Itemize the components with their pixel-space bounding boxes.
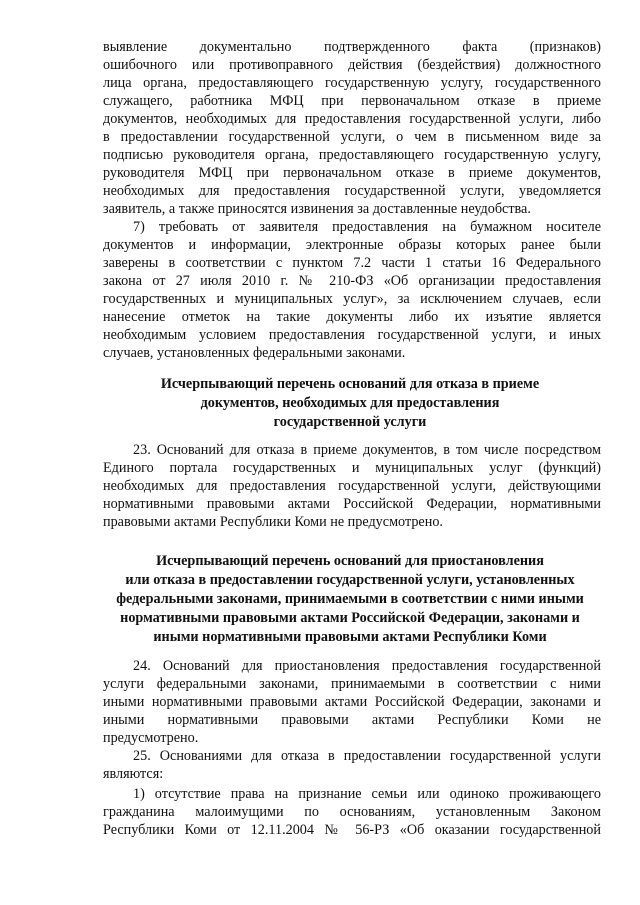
- heading-line: государственной услуги: [273, 414, 427, 430]
- text-line: выявление документально подтвержденного факта (признаков): [103, 39, 601, 55]
- text-line: необходимых для предоставления государственной услуги, уведомляется: [103, 183, 601, 199]
- text-line: гражданина малоимущими по основаниям, установленным Законом: [103, 804, 601, 820]
- heading-line: Исчерпывающий перечень оснований для отказа в приеме: [160, 376, 540, 392]
- text-line: необходимым условием предоставления государственной услуги, и иных: [103, 327, 601, 343]
- text-line: услуги федеральными законами, принимаемыми в соответствии с ними: [103, 676, 601, 692]
- text-line: заявитель, а также приносятся извинения за доставленные неудобства.: [103, 201, 531, 217]
- text-line: государственных и муниципальных услуг», за исключением случаев, если: [103, 291, 601, 307]
- text-line: руководителя МФЦ при первоначальном отказе в приеме документов,: [103, 165, 601, 181]
- text-line: необходимых для предоставления государственной услуги, действующими: [103, 478, 601, 494]
- text-line: иными нормативными правовыми актами Российской Федерации, законами и: [103, 694, 601, 710]
- text-line: 24. Оснований для приостановления предоставления государственной: [133, 658, 601, 674]
- heading-line: Исчерпывающий перечень оснований для приостановления: [156, 553, 544, 569]
- text-line: подписью руководителя органа, предоставляющего государственную услугу,: [103, 147, 601, 163]
- text-line: 23. Оснований для отказа в приеме документов, в том числе посредством: [133, 442, 601, 458]
- heading-line: иными нормативными правовыми актами Республики Коми: [153, 629, 547, 645]
- text-line: нормативными правовыми актами Российской Федерации, нормативными: [103, 496, 601, 512]
- text-line: заверены в соответствии с пунктом 7.2 части 1 статьи 16 Федерального: [103, 255, 601, 271]
- heading-line: документов, необходимых для предоставления: [200, 395, 500, 411]
- text-line: нанесение отметок на такие документы либо их изъятие является: [103, 309, 601, 325]
- text-line: предусмотрено.: [103, 730, 199, 746]
- text-line: иными нормативными правовыми актами Республики Коми не: [103, 712, 601, 728]
- text-line: служащего, работника МФЦ при первоначальном отказе в приеме: [103, 93, 601, 109]
- heading-line: нормативными правовыми актами Российской Федерации, законами и: [120, 610, 580, 626]
- text-line: Единого портала государственных и муниципальных услуг (функций): [103, 460, 601, 476]
- text-line: закона от 27 июля 2010 г. № 210-ФЗ «Об организации предоставления: [103, 273, 601, 289]
- heading-line: или отказа в предоставлении государственной услуги, установленных: [125, 572, 575, 588]
- text-line: документов и информации, электронные образы которых ранее были: [103, 237, 601, 253]
- text-line: ошибочного или противоправного действия (бездействия) должностного: [103, 57, 601, 73]
- heading-line: федеральными законами, принимаемыми в соответствии с ними иными: [116, 591, 584, 607]
- text-line: случаев, установленных федеральными законами.: [103, 345, 406, 361]
- text-line: являются:: [103, 766, 164, 782]
- text-line: 1) отсутствие права на признание семьи или одиноко проживающего: [133, 786, 601, 802]
- text-line: документов, необходимых для предоставления государственной услуги, либо: [103, 111, 601, 127]
- text-line: правовыми актами Республики Коми не предусмотрено.: [103, 514, 443, 530]
- text-line: в предоставлении государственной услуги, о чем в письменном виде за: [103, 129, 601, 145]
- text-line: лица органа, предоставляющего государственную услугу, государственного: [103, 75, 601, 91]
- text-line: 25. Основаниями для отказа в предоставлении государственной услуги: [133, 748, 601, 764]
- text-line: Республики Коми от 12.11.2004 № 56-РЗ «Об оказании государственной: [103, 822, 601, 838]
- text-line: 7) требовать от заявителя предоставления на бумажном носителе: [133, 219, 601, 235]
